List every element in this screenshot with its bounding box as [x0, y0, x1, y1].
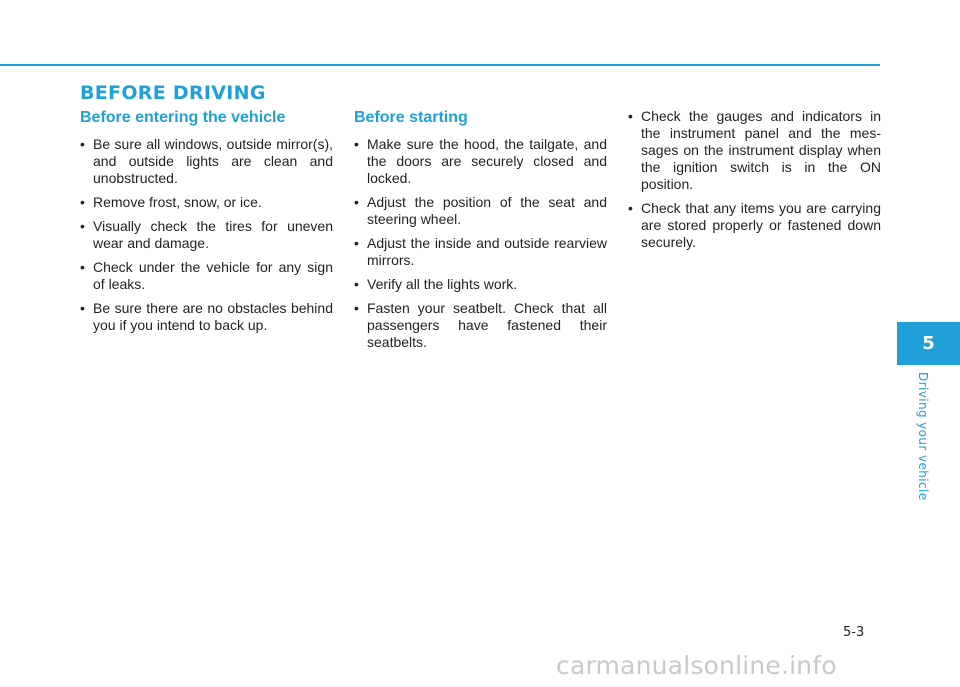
list-item: • Make sure the hood, the tailgate, and the doors are securely closed and locked.	[354, 136, 607, 186]
list-item: • Remove frost, snow, or ice.	[80, 194, 262, 210]
page-number: 5-3	[843, 625, 865, 640]
bullet-icon: •	[80, 218, 85, 234]
column-before-entering	[80, 108, 333, 341]
watermark: carmanualsonline.info	[556, 651, 837, 680]
subheading-before-entering: Before entering the vehicle	[80, 109, 286, 126]
chapter-number-tab: 5	[897, 322, 960, 365]
list-item: • Adjust the position of the seat and steering wheel.	[354, 194, 607, 227]
bullet-icon: •	[354, 300, 359, 316]
list-item: • Check that any items you are carrying are stored properly or fastened down securely.	[628, 200, 881, 250]
bullet-icon: •	[80, 259, 85, 275]
bullet-icon: •	[80, 194, 85, 210]
column-before-starting	[354, 108, 607, 358]
column-continued	[628, 108, 881, 258]
list-item: • Adjust the inside and outside rearview mirrors.	[354, 235, 607, 268]
list-item: • Fasten your seatbelt. Check that all passengers have fastened their seatbelts.	[354, 300, 607, 350]
bullet-icon: •	[628, 200, 633, 216]
list-item: • Be sure all windows, outside mirror(s), and outside lights are clean and unobstructed.	[80, 136, 333, 186]
bullet-icon: •	[80, 300, 85, 316]
list-item: • Be sure there are no obstacles behind you if you intend to back up.	[80, 300, 333, 333]
subheading-before-starting: Before starting	[354, 109, 468, 126]
bullet-icon: •	[628, 108, 633, 124]
list-item: • Verify all the lights work.	[354, 276, 518, 292]
bullet-list	[80, 136, 333, 334]
list-item: • Check under the vehicle for any sign of leaks.	[80, 259, 333, 292]
list-item: • Visually check the tires for uneven wear and damage.	[80, 218, 333, 251]
bullet-icon: •	[354, 136, 359, 152]
chapter-name: Driving your vehicle	[916, 372, 930, 501]
bullet-icon: •	[354, 194, 359, 210]
top-rule	[0, 64, 880, 66]
bullet-icon: •	[80, 136, 85, 152]
bullet-list	[354, 136, 607, 351]
bullet-icon: •	[354, 276, 359, 292]
bullet-list	[628, 108, 881, 251]
section-title: BEFORE DRIVING	[80, 82, 266, 104]
bullet-icon: •	[354, 235, 359, 251]
list-item: • Check the gauges and indicators in the instrument panel and the messages on the instrument display when the ignition switch is in the ON position.	[628, 108, 881, 192]
